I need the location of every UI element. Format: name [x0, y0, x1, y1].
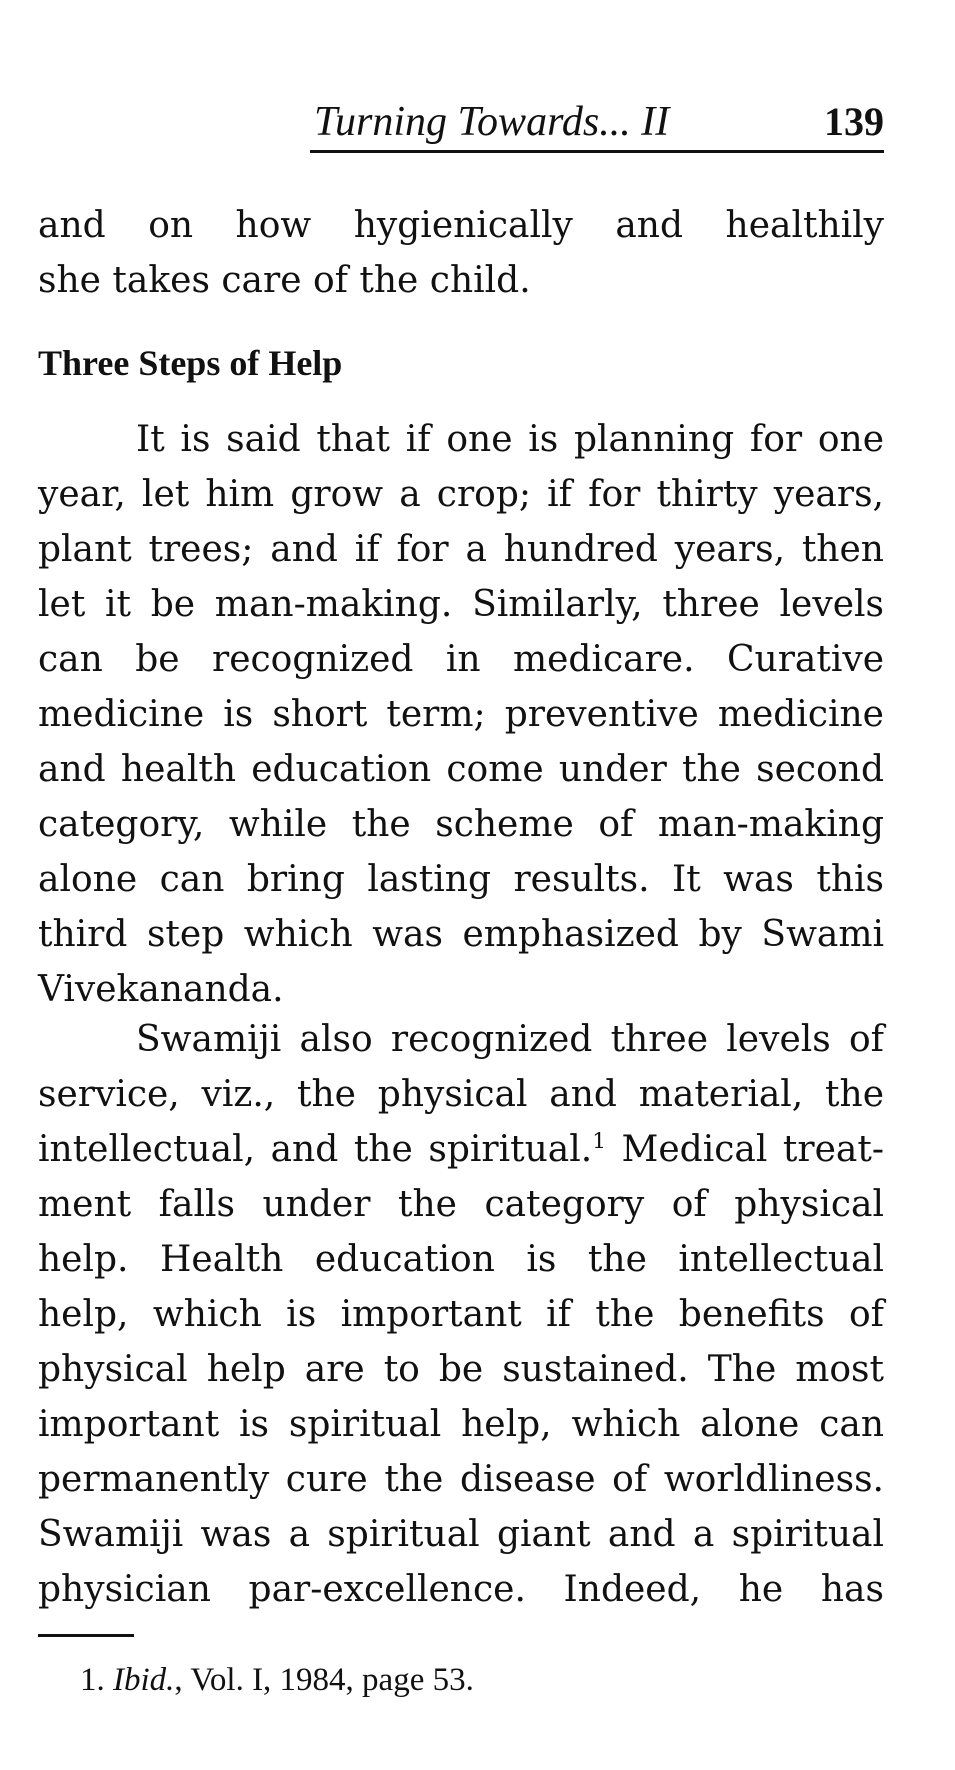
running-title: Turning Towards... II [314, 99, 670, 145]
footnote-citation: , Vol. I, 1984, page 53. [174, 1662, 474, 1698]
text-line: It is said that if one is planning for one [136, 419, 884, 460]
text-line: ment falls under the category of physical [38, 1184, 884, 1225]
running-header [310, 98, 884, 153]
text-fragment: intellectual, and the spiritual. [38, 1129, 593, 1170]
text-line: she takes care of the child. [38, 260, 531, 301]
footnote-source: Ibid. [113, 1662, 175, 1698]
footnote-reference[interactable]: 1 [592, 1129, 606, 1154]
footnote-number: 1. [80, 1662, 105, 1698]
text-line: third step which was emphasized by Swami [38, 914, 884, 955]
text-line: and on how hygienically and healthily [38, 205, 884, 246]
text-line: physical help are to be sustained. The most [38, 1349, 884, 1390]
text-line: service, viz., the physical and material, the [38, 1074, 884, 1115]
text-line: alone can bring lasting results. It was this [38, 859, 884, 900]
text-line: important is spiritual help, which alone can [38, 1404, 884, 1445]
text-line: Swamiji also recognized three levels of [136, 1019, 884, 1060]
text-line: Vivekananda. [38, 969, 284, 1010]
footnote-divider [38, 1634, 134, 1637]
text-fragment: Medical treat- [605, 1129, 884, 1170]
footnote [80, 1658, 474, 1702]
text-line: plant trees; and if for a hundred years, then [38, 529, 884, 570]
text-line: category, while the scheme of man-making [38, 804, 884, 845]
text-line: medicine is short term; preventive medicine [38, 694, 884, 735]
text-line: physician par-excellence. Indeed, he has [38, 1569, 884, 1610]
section-heading: Three Steps of Help [38, 343, 343, 383]
text-line: can be recognized in medicare. Curative [38, 639, 884, 680]
text-line: let it be man-making. Similarly, three levels [38, 584, 884, 625]
text-line-with-footnote [38, 1122, 884, 1177]
text-line: help. Health education is the intellectual [38, 1239, 884, 1280]
text-line: Swamiji was a spiritual giant and a spiritual [38, 1514, 884, 1555]
text-line: help, which is important if the benefits of [38, 1294, 884, 1335]
text-line: year, let him grow a crop; if for thirty years, [38, 474, 884, 515]
text-line: permanently cure the disease of worldliness. [38, 1459, 884, 1500]
paragraph-levels-of-service [38, 1012, 884, 1617]
page-number: 139 [824, 99, 884, 144]
paragraph-continued [38, 198, 884, 308]
text-line: and health education come under the second [38, 749, 884, 790]
paragraph-three-steps [38, 412, 884, 1017]
